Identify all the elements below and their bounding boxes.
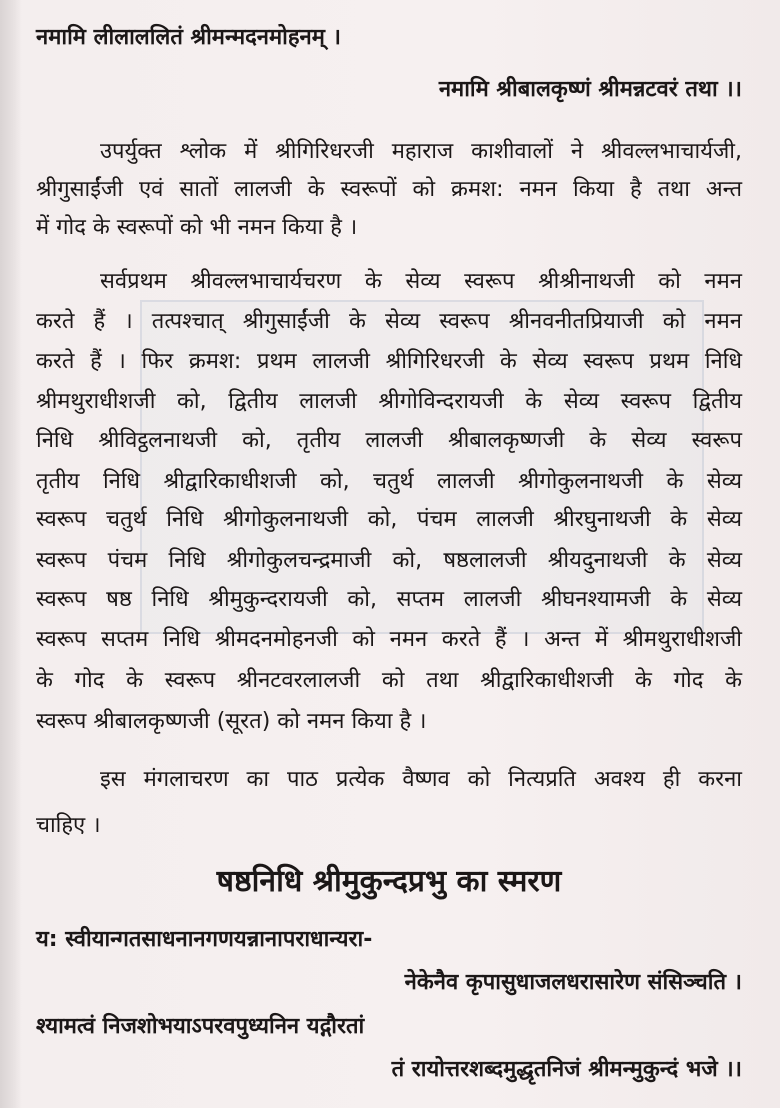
paragraph-1-line: में गोद के स्वरूपों को भी नमन किया है ।: [36, 215, 358, 240]
paragraph-3-line: इस मंगलाचरण का पाठ प्रत्येक वैष्णव को नित्यप्रति अवश्य ही करना: [100, 767, 742, 792]
paragraph-2-line: निधि श्रीविट्ठलनाथजी को, तृतीय लालजी श्रीबालकृष्णजी के सेव्य स्वरूप: [36, 428, 742, 453]
paragraph-2-line: करते हैं । फिर क्रमश: प्रथम लालजी श्रीगिरिधरजी के सेव्य स्वरूप प्रथम निधि: [36, 349, 742, 374]
verse-bottom-line-3: श्यामत्वं निजशोभयाऽपरवपुध्यनिन यद्गौरतां: [36, 1014, 365, 1039]
verse-top-line-2: नमामि श्रीबालकृष्णं श्रीमन्नटवरं तथा ।।: [438, 77, 742, 102]
paragraph-2-line: स्वरूप षष्ठ निधि श्रीमुकुन्दरायजी को, सप्तम लालजी श्रीघनश्यामजी के सेव्य: [36, 587, 742, 612]
paragraph-2-line: श्रीमथुराधीशजी को, द्वितीय लालजी श्रीगोविन्दरायजी के सेव्य स्वरूप द्वितीय: [36, 389, 742, 414]
paragraph-3-line: चाहिए ।: [36, 813, 101, 838]
paragraph-2-line: तृतीय निधि श्रीद्वारिकाधीशजी को, चतुर्थ लालजी श्रीगोकुलनाथजी के सेव्य: [36, 469, 742, 494]
paragraph-2-line: के गोद के स्वरूप श्रीनटवरलालजी को तथा श्रीद्वारिकाधीशजी के गोद के: [36, 668, 742, 693]
paragraph-2-line: सर्वप्रथम श्रीवल्लभाचार्यचरण के सेव्य स्वरूप श्रीश्रीनाथजी को नमन: [100, 269, 742, 294]
paragraph-1-line: उपर्युक्त श्लोक में श्रीगिरिधरजी महाराज काशीवालों ने श्रीवल्लभाचार्यजी,: [100, 139, 742, 164]
paragraph-2-line: करते हैं । तत्पश्चात् श्रीगुसाईंजी के सेव्य स्वरूप श्रीनवनीतप्रियाजी को नमन: [36, 309, 742, 334]
paragraph-2-line: स्वरूप श्रीबालकृष्णजी (सूरत) को नमन किया है ।: [36, 709, 427, 734]
paragraph-2-line: स्वरूप चतुर्थ निधि श्रीगोकुलनाथजी को, पंचम लालजी श्रीरघुनाथजी के सेव्य: [36, 507, 742, 532]
paragraph-1-line: श्रीगुसाईंजी एवं सातों लालजी के स्वरूपों को क्रमश: नमन किया है तथा अन्त: [36, 177, 742, 202]
verse-bottom-line-1: य: स्वीयान्गतसाधनानगणयन्नानापराधान्यरा-: [36, 927, 373, 952]
section-heading: षष्ठनिधि श्रीमुकुन्दप्रभु का स्मरण: [216, 864, 562, 899]
verse-bottom-line-2: नेकेनैव कृपासुधाजलधरासारेण संसिञ्चति ।: [404, 970, 742, 995]
paragraph-2-line: स्वरूप पंचम निधि श्रीगोकुलचन्द्रमाजी को, षष्ठलालजी श्रीयदुनाथजी के सेव्य: [36, 548, 742, 573]
paragraph-2-line: स्वरूप सप्तम निधि श्रीमदनमोहनजी को नमन करते हैं । अन्त में श्रीमथुराधीशजी: [36, 627, 742, 652]
verse-top-line-1: नमामि लीलाललितं श्रीमन्मदनमोहनम् ।: [36, 25, 341, 50]
verse-bottom-line-4: तं रायोत्तरशब्दमुद्धृतनिजं श्रीमन्मुकुन्दं भजे ।।: [391, 1057, 742, 1082]
